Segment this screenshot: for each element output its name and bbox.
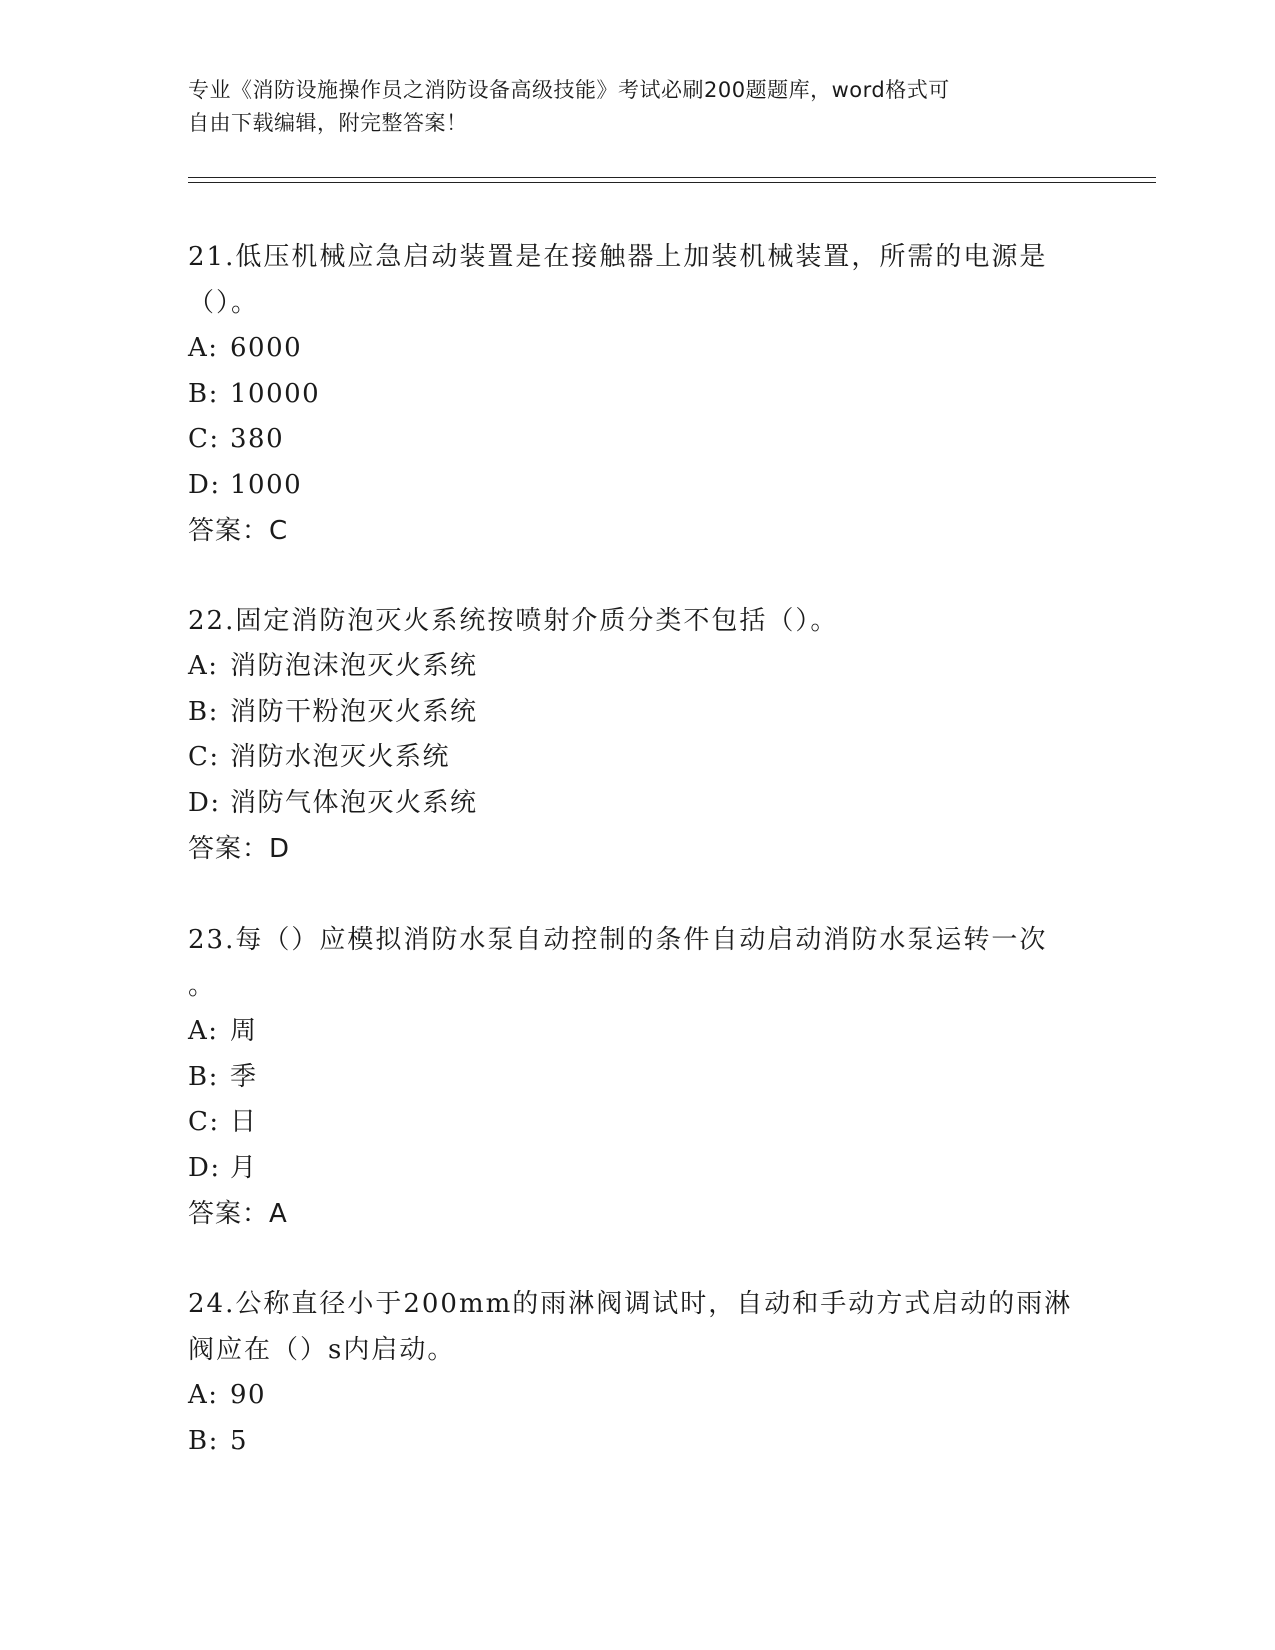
answer-line: 答案：D (188, 834, 291, 864)
option-b (188, 690, 1088, 736)
question-21 (188, 234, 1088, 554)
option-label: B: (188, 1061, 219, 1092)
option-label: A: (188, 333, 219, 363)
document-header (188, 74, 1068, 140)
option-d (188, 781, 1088, 827)
option-label: D: (188, 469, 221, 500)
option-text: 5 (230, 1425, 249, 1456)
option-label: B: (188, 696, 219, 727)
question-23 (188, 917, 1088, 1237)
option-b (188, 372, 1088, 418)
question-stem: 24.公称直径小于200mm的雨淋阀调试时，自动和手动方式启动的雨淋 (188, 1289, 1073, 1319)
header-divider-bottom (188, 182, 1156, 183)
answer-line: 答案：C (188, 516, 289, 546)
option-text: 1000 (230, 469, 303, 500)
option-a (188, 644, 1088, 690)
question-stem-continuation: 阀应在（）s内启动。 (188, 1335, 456, 1365)
option-a (188, 1009, 1088, 1055)
option-text: 月 (230, 1152, 258, 1183)
option-label: C: (188, 742, 220, 772)
option-text: 消防干粉泡灭火系统 (230, 696, 478, 727)
question-stem-continuation: （）。 (188, 288, 260, 318)
question-stem: 21.低压机械应急启动装置是在接触器上加装机械装置，所需的电源是 (188, 242, 1048, 272)
option-label: B: (188, 1425, 219, 1456)
option-label: C: (188, 424, 220, 454)
option-label: D: (188, 1152, 221, 1183)
question-stem: 23.每（）应模拟消防水泵自动控制的条件自动启动消防水泵运转一次 (188, 925, 1048, 955)
option-text: 380 (230, 424, 285, 454)
option-label: B: (188, 378, 219, 409)
question-stem-continuation: 。 (188, 971, 217, 1001)
option-text: 周 (230, 1016, 258, 1046)
option-c (188, 1100, 1088, 1146)
question-stem: 22.固定消防泡灭火系统按喷射介质分类不包括（）。 (188, 606, 839, 636)
option-label: A: (188, 1380, 219, 1410)
option-label: A: (188, 1016, 219, 1046)
header-line-1: 专业《消防设施操作员之消防设备高级技能》考试必刷200题题库，word格式可 (188, 78, 950, 102)
header-line-2: 自由下载编辑，附完整答案！ (188, 111, 468, 135)
option-text: 6000 (230, 333, 303, 363)
option-text: 90 (230, 1380, 267, 1410)
header-divider-top (188, 177, 1156, 178)
option-c (188, 735, 1088, 781)
option-text: 季 (230, 1061, 258, 1092)
option-a (188, 1373, 1088, 1419)
option-text: 日 (230, 1107, 258, 1137)
option-c (188, 417, 1088, 463)
question-22 (188, 598, 1088, 872)
option-d (188, 1146, 1088, 1192)
answer-line: 答案：A (188, 1199, 288, 1229)
option-a (188, 326, 1088, 372)
option-label: C: (188, 1107, 220, 1137)
question-24 (188, 1281, 1088, 1464)
option-label: A: (188, 651, 219, 681)
option-text: 消防水泡灭火系统 (230, 742, 451, 772)
option-text: 消防气体泡灭火系统 (230, 787, 478, 818)
option-b (188, 1055, 1088, 1101)
option-text: 10000 (230, 378, 321, 409)
option-b (188, 1419, 1088, 1465)
option-text: 消防泡沫泡灭火系统 (230, 651, 478, 681)
option-label: D: (188, 787, 221, 818)
option-d (188, 463, 1088, 509)
